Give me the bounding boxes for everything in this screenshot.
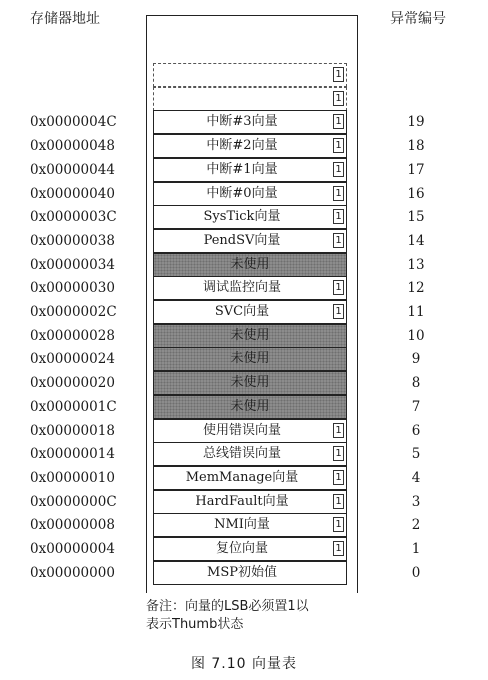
vector-label: MemManage向量 [185, 469, 299, 485]
vector-table-row [0, 395, 488, 419]
vector-cell [153, 110, 347, 134]
vector-table-row [0, 324, 488, 348]
lsb-bit-box: 1 [333, 541, 344, 556]
memory-address: 0x00000000 [30, 564, 115, 581]
memory-address: 0x0000002C [30, 304, 117, 320]
vector-table-row [0, 347, 488, 371]
lsb-bit-box: 1 [333, 494, 344, 509]
vector-label: 未使用 [230, 398, 270, 414]
exception-number: 14 [407, 232, 425, 249]
memory-address: 0x00000044 [30, 161, 115, 178]
vector-label: 中断#1向量 [206, 161, 278, 177]
vector-label: 使用错误向量 [202, 422, 281, 438]
exception-number: 8 [411, 375, 421, 392]
unused-vector-cell [153, 395, 347, 419]
lsb-bit-box: 1 [333, 517, 344, 532]
vector-label: SysTick向量 [203, 209, 281, 225]
lsb-bit-box: 1 [333, 67, 344, 82]
vector-cell [153, 537, 347, 561]
vector-cell [153, 205, 347, 229]
unused-vector-cell [153, 324, 347, 348]
vector-label: 调试监控向量 [202, 280, 281, 296]
vector-table-row [0, 300, 488, 324]
exception-number: 16 [407, 185, 425, 202]
footnote-line-2: 表示Thumb状态 [146, 617, 244, 632]
vector-cell [153, 466, 347, 490]
memory-address: 0x00000048 [30, 138, 115, 155]
exception-number: 17 [407, 161, 425, 178]
memory-address: 0x00000030 [30, 280, 115, 297]
vector-label: 总线错误向量 [202, 446, 281, 462]
vector-label: NMI向量 [214, 517, 270, 533]
memory-address: 0x0000000C [30, 493, 117, 510]
vector-cell [153, 229, 347, 253]
exception-number: 19 [407, 114, 425, 131]
vector-table-row [0, 229, 488, 253]
memory-address: 0x00000020 [30, 375, 115, 392]
exception-number-column-header: 异常编号 [390, 11, 446, 27]
unused-vector-cell [153, 253, 347, 277]
vector-label: HardFault向量 [195, 493, 289, 509]
vector-label: 未使用 [230, 327, 270, 343]
unused-vector-cell [153, 371, 347, 395]
vector-table-row [0, 87, 488, 111]
lsb-bit-box: 1 [333, 233, 344, 248]
vector-cell [153, 513, 347, 537]
lsb-bit-box: 1 [333, 114, 344, 129]
lsb-bit-box: 1 [333, 423, 344, 438]
vector-table-row [0, 110, 488, 134]
exception-number: 10 [407, 327, 425, 344]
lsb-bit-box: 1 [333, 91, 344, 106]
vector-label: 复位向量 [215, 541, 268, 556]
vector-table-row [0, 513, 488, 537]
memory-address: 0x00000024 [30, 351, 115, 368]
vector-label: PendSV向量 [203, 232, 281, 248]
memory-address: 0x00000040 [30, 185, 115, 202]
lsb-bit-box: 1 [333, 209, 344, 224]
lsb-bit-box: 1 [333, 186, 344, 201]
vector-label: MSP初始值 [207, 564, 277, 580]
memory-address: 0x0000004C [30, 114, 117, 131]
memory-address: 0x00000004 [30, 541, 115, 557]
vector-cell [153, 561, 347, 585]
vector-table-row [0, 561, 488, 585]
figure-caption: 图 7.10 向量表 [190, 656, 298, 672]
vector-table-row [0, 419, 488, 443]
lsb-bit-box: 1 [333, 304, 344, 319]
exception-number: 9 [411, 351, 421, 368]
vector-cell [153, 182, 347, 206]
unused-vector-cell [153, 347, 347, 371]
vector-table-row [0, 253, 488, 277]
exception-number: 13 [407, 256, 425, 273]
memory-address: 0x00000014 [30, 446, 115, 463]
exception-number: 3 [411, 493, 421, 510]
memory-address: 0x00000034 [30, 256, 115, 273]
memory-address: 0x00000018 [30, 422, 115, 439]
exception-number: 6 [411, 422, 421, 439]
exception-number: 0 [411, 564, 421, 581]
reserved-vector-cell [153, 87, 347, 111]
vector-table-row [0, 205, 488, 229]
vector-label: 中断#3向量 [206, 114, 278, 130]
vector-cell [153, 134, 347, 158]
exception-number: 12 [407, 280, 425, 297]
vector-table-row [0, 371, 488, 395]
memory-address: 0x0000001C [30, 398, 117, 415]
exception-number: 7 [411, 398, 421, 415]
vector-cell [153, 300, 347, 324]
memory-address: 0x0000003C [30, 209, 117, 226]
vector-cell [153, 419, 347, 443]
vector-cell [153, 276, 347, 300]
vector-table-row [0, 276, 488, 300]
vector-table-row [0, 158, 488, 182]
memory-address: 0x00000038 [30, 232, 115, 249]
reserved-vector-cell [153, 63, 347, 87]
vector-table-row [0, 182, 488, 206]
memory-address: 0x00000010 [30, 469, 115, 486]
vector-table-row [0, 63, 488, 87]
lsb-bit-box: 1 [333, 446, 344, 461]
lsb-bit-box: 1 [333, 470, 344, 485]
vector-table-row [0, 442, 488, 466]
exception-number: 1 [411, 541, 421, 557]
vector-table-row [0, 537, 488, 561]
exception-number: 2 [411, 517, 421, 534]
vector-table-row [0, 490, 488, 514]
vector-label: 未使用 [230, 351, 270, 367]
vector-label: SVC向量 [214, 304, 270, 319]
memory-address: 0x00000008 [30, 517, 115, 534]
vector-cell [153, 158, 347, 182]
lsb-bit-box: 1 [333, 280, 344, 295]
footnote [146, 598, 309, 634]
vector-cell [153, 490, 347, 514]
address-column-header: 存储器地址 [30, 11, 100, 27]
exception-number: 15 [407, 209, 425, 226]
lsb-bit-box: 1 [333, 138, 344, 153]
vector-label: 中断#2向量 [206, 138, 278, 154]
vector-table-row [0, 134, 488, 158]
vector-label: 未使用 [230, 256, 270, 272]
exception-number: 5 [411, 446, 421, 463]
vector-label: 未使用 [230, 375, 270, 391]
lsb-bit-box: 1 [333, 162, 344, 177]
memory-address: 0x00000028 [30, 327, 115, 344]
exception-number: 18 [407, 138, 425, 155]
vector-cell [153, 442, 347, 466]
exception-number: 4 [411, 469, 421, 486]
vector-table-row [0, 466, 488, 490]
exception-number: 11 [407, 304, 425, 320]
vector-label: 中断#0向量 [206, 185, 278, 201]
footnote-line-1: 备注：向量的LSB必须置1以 [146, 599, 309, 614]
